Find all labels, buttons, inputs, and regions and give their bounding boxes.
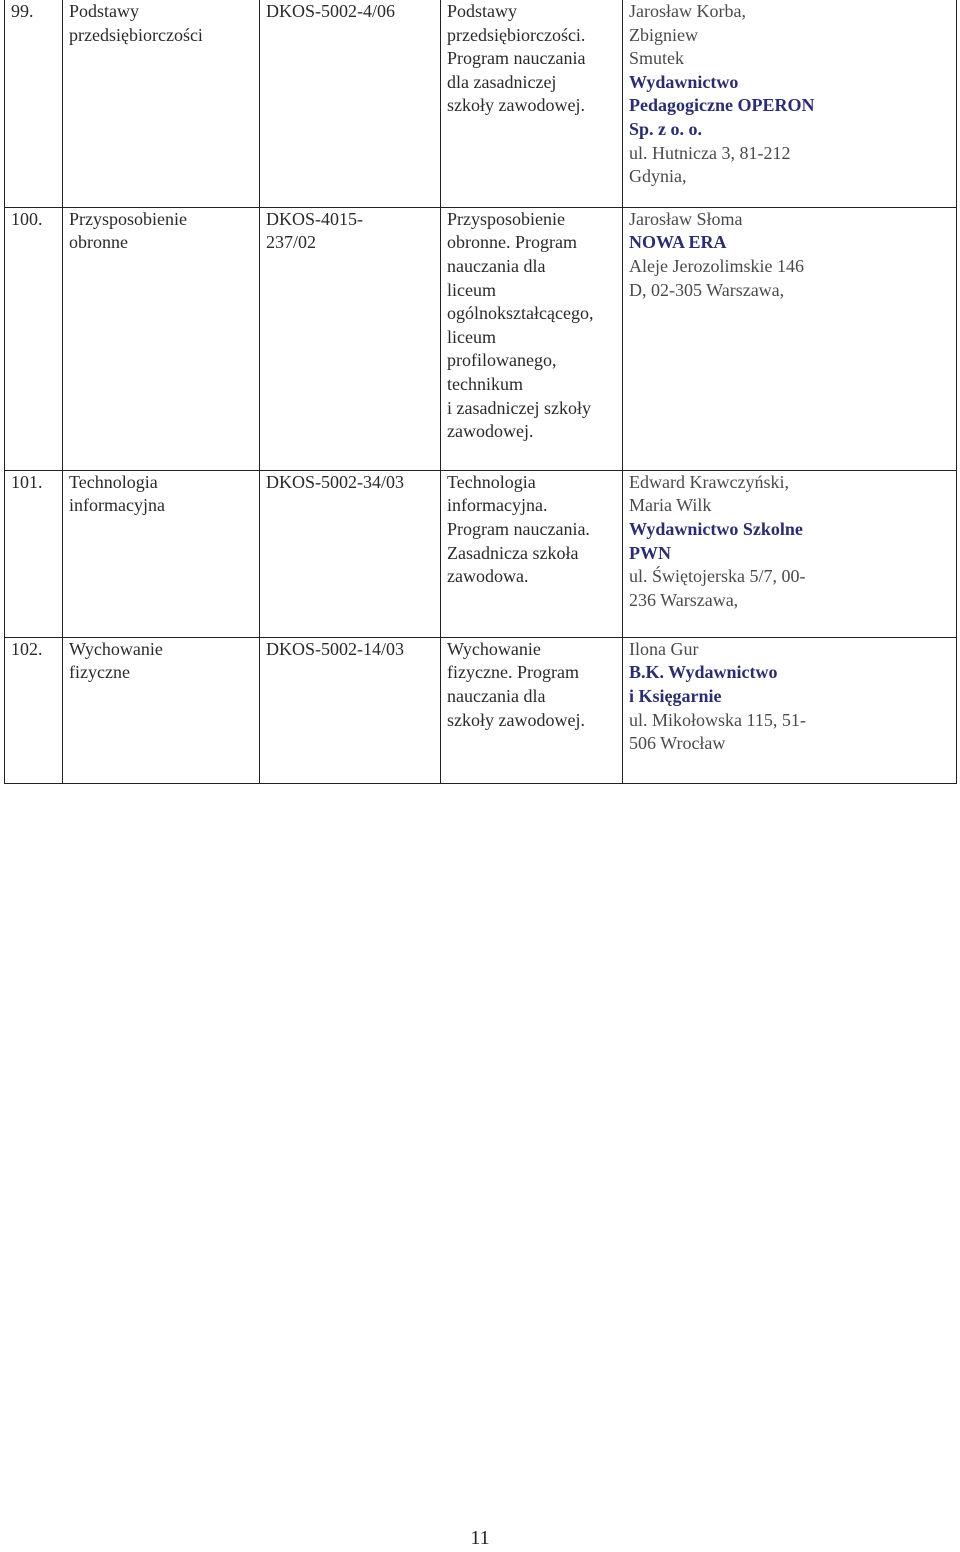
address-line: ul. Hutnicza 3, 81-212 <box>629 142 791 163</box>
program-title-line: zawodowej. <box>447 421 534 442</box>
approval-code-cell <box>260 0 441 207</box>
subject-line: Podstawy <box>69 1 140 21</box>
program-title-line: i zasadniczej szkoły <box>447 397 591 418</box>
publisher-line: PWN <box>629 542 671 563</box>
publisher-line: NOWA ERA <box>629 232 727 253</box>
row-number: 100. <box>11 208 43 229</box>
program-title-line: szkoły zawodowej. <box>447 95 585 116</box>
table-row <box>5 470 957 637</box>
approval-code-cell <box>260 470 441 637</box>
program-title-line: nauczania dla <box>447 255 546 276</box>
curriculum-table-body <box>5 0 957 783</box>
program-title-line: dla zasadniczej <box>447 71 557 92</box>
program-title-line: liceum <box>447 279 496 300</box>
authors-publisher-cell <box>623 0 957 207</box>
row-number: 102. <box>11 638 43 659</box>
subject-line: Przysposobienie <box>69 208 187 229</box>
subject-line: informacyjna <box>69 495 165 516</box>
row-number-cell <box>5 637 63 783</box>
program-title-line: przedsiębiorczości. <box>447 24 586 45</box>
author-line: Edward Krawczyński, <box>629 471 789 492</box>
approval-code-cell <box>260 637 441 783</box>
address-line: 236 Warszawa, <box>629 589 739 610</box>
address-line: 506 Wrocław <box>629 733 726 754</box>
program-title-line: fizyczne. Program <box>447 662 579 683</box>
program-title-line: informacyjna. <box>447 495 548 516</box>
author-line: Jarosław Słoma <box>629 208 743 229</box>
publisher-line: Sp. z o. o. <box>629 118 703 139</box>
publisher-line: B.K. Wydawnictwo <box>629 662 778 683</box>
program-title-line: Program nauczania <box>447 48 586 69</box>
subject-line: przedsiębiorczości <box>69 24 203 45</box>
table-row <box>5 637 957 783</box>
row-number: 101. <box>11 471 43 492</box>
address-line: Aleje Jerozolimskie 146 <box>629 255 804 276</box>
subject-cell <box>63 207 260 470</box>
row-number-cell <box>5 0 63 207</box>
table-row <box>5 207 957 470</box>
subject-line: obronne <box>69 232 128 253</box>
page-number: 11 <box>470 1527 490 1549</box>
publisher-line: Pedagogiczne OPERON <box>629 95 815 116</box>
author-line: Jarosław Korba, <box>629 1 746 21</box>
program-title-cell <box>441 470 623 637</box>
program-title-line: nauczania dla <box>447 685 546 706</box>
program-title-line: technikum <box>447 373 523 394</box>
authors-publisher-cell <box>623 207 957 470</box>
approval-code-line: DKOS-5002-14/03 <box>266 638 404 659</box>
program-title-line: Wychowanie <box>447 638 541 659</box>
curriculum-table <box>4 0 957 784</box>
table-row <box>5 0 957 207</box>
approval-code-line: 237/02 <box>266 232 317 253</box>
program-title-line: profilowanego, <box>447 350 557 371</box>
program-title-line: Podstawy <box>447 1 518 21</box>
program-title-line: Zasadnicza szkoła <box>447 542 579 563</box>
approval-code-cell <box>260 207 441 470</box>
subject-cell <box>63 470 260 637</box>
program-title-line: obronne. Program <box>447 232 577 253</box>
address-line: ul. Świętojerska 5/7, 00- <box>629 566 806 587</box>
subject-cell <box>63 637 260 783</box>
program-title-line: zawodowa. <box>447 566 529 587</box>
approval-code-line: DKOS-5002-4/06 <box>266 1 395 21</box>
subject-line: fizyczne <box>69 662 130 683</box>
approval-code-line: DKOS-4015- <box>266 208 363 229</box>
publisher-line: Wydawnictwo Szkolne <box>629 518 803 539</box>
program-title-line: szkoły zawodowej. <box>447 709 585 730</box>
publisher-line: i Księgarnie <box>629 685 722 706</box>
program-title-line: ogólnokształcącego, <box>447 303 594 324</box>
authors-publisher-cell <box>623 470 957 637</box>
author-line: Maria Wilk <box>629 495 712 516</box>
program-title-line: Program nauczania. <box>447 518 590 539</box>
author-line: Zbigniew <box>629 24 698 45</box>
subject-line: Wychowanie <box>69 638 163 659</box>
author-line: Smutek <box>629 48 685 69</box>
program-title-cell <box>441 637 623 783</box>
program-title-line: Przysposobienie <box>447 208 565 229</box>
subject-cell <box>63 0 260 207</box>
program-title-cell <box>441 207 623 470</box>
row-number-cell <box>5 207 63 470</box>
address-line: D, 02-305 Warszawa, <box>629 279 785 300</box>
row-number: 99. <box>11 1 34 21</box>
publisher-line: Wydawnictwo <box>629 71 739 92</box>
address-line: ul. Mikołowska 115, 51- <box>629 709 806 730</box>
subject-line: Technologia <box>69 471 158 492</box>
row-number-cell <box>5 470 63 637</box>
program-title-cell <box>441 0 623 207</box>
author-line: Ilona Gur <box>629 638 699 659</box>
program-title-line: liceum <box>447 326 496 347</box>
address-line: Gdynia, <box>629 166 687 187</box>
authors-publisher-cell <box>623 637 957 783</box>
approval-code-line: DKOS-5002-34/03 <box>266 471 404 492</box>
program-title-line: Technologia <box>447 471 536 492</box>
